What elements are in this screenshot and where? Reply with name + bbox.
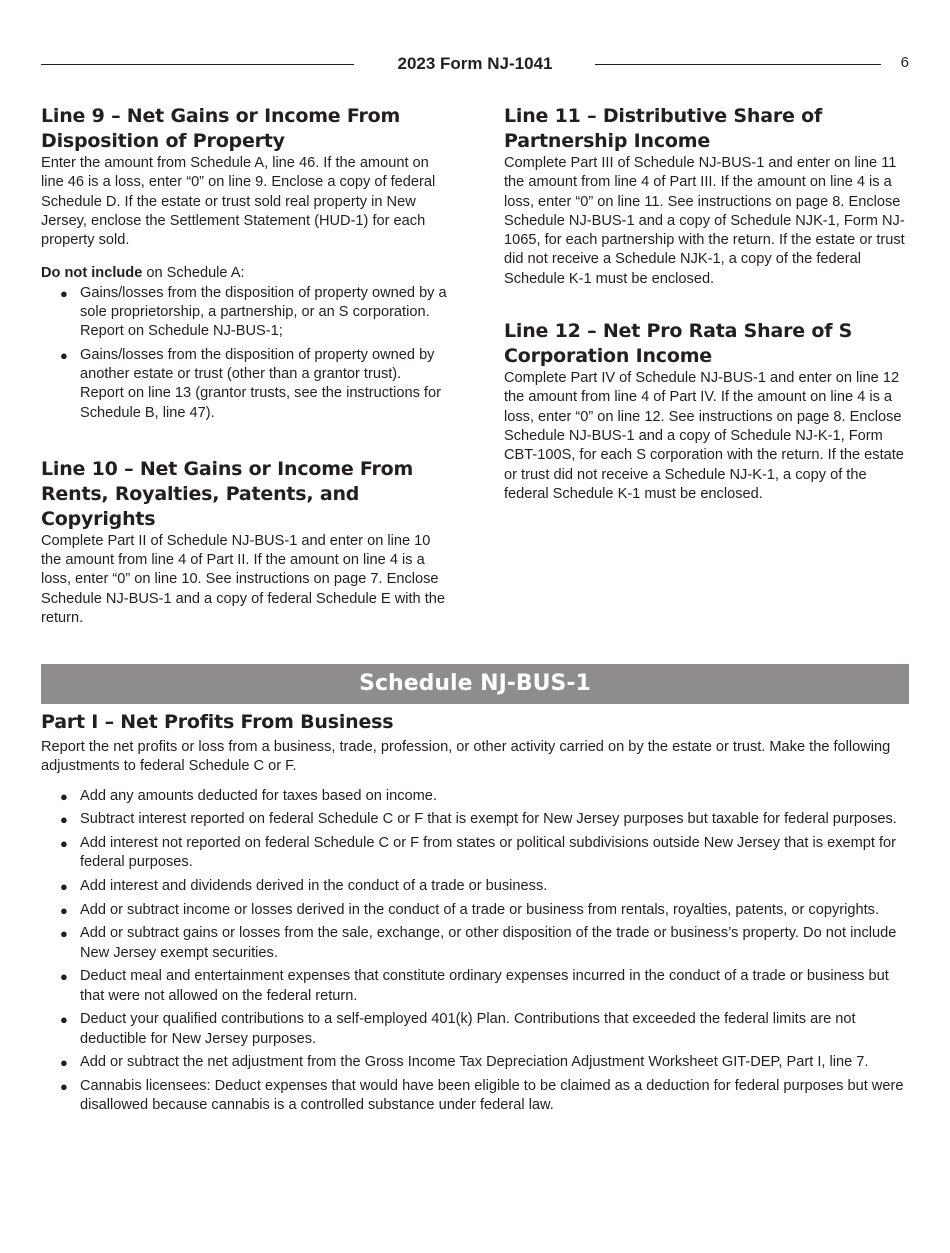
- schedule-banner: Schedule NJ-BUS-1: [41, 664, 909, 704]
- list-item: ● Cannabis licensees: Deduct expenses that would have been eligible to be claimed as a deduction for federal purposes but were disallowed because cannabis is a controlled substance under federal law.: [60, 1077, 904, 1114]
- do-not-include-bold: Do not include: [41, 265, 143, 282]
- line9-do-not-include: [41, 264, 449, 283]
- list-item: ● Add or subtract gains or losses from the sale, exchange, or other disposition of the trade or business’s property. Do not include New Jersey exempt securities.: [60, 925, 897, 961]
- list-item: ● Add interest and dividends derived in the conduct of a trade or business.: [60, 877, 548, 894]
- line10-heading: Line 10 – Net Gains or Income From Rents, Royalties, Patents, and Copyrights: [41, 457, 414, 530]
- page-header: [41, 54, 909, 76]
- line11-heading: Line 11 – Distributive Share of Partnership Income: [504, 105, 823, 152]
- form-title: 2023 Form NJ-1041: [397, 54, 553, 73]
- part1-section: [41, 710, 909, 1120]
- list-item: ● Subtract interest reported on federal Schedule C or F that is exempt for New Jersey purposes but taxable for federal purposes.: [60, 811, 897, 828]
- left-column: [41, 104, 449, 628]
- line12-heading: Line 12 – Net Pro Rata Share of S Corporation Income: [504, 320, 853, 368]
- page-number: 6: [900, 54, 909, 71]
- line9-heading: Line 9 – Net Gains or Income From Disposition of Property: [41, 105, 401, 152]
- header-rule-right: [595, 64, 881, 65]
- list-item: ● Add or subtract the net adjustment from the Gross Income Tax Depreciation Adjustment Worksheet GIT-DEP, Part I, line 7.: [60, 1054, 869, 1071]
- do-not-include-rest: on Schedule A:: [142, 265, 245, 282]
- line12-body: Complete Part IV of Schedule NJ-BUS-1 and enter on line 12 the amount from line 4 of Part IV. If the amount on line 4 is a loss, enter “0” on line 12. See instructions on page 8. Enclose Schedule NJ-BUS-1 and a copy of Schedule NJ-K-1, Form CBT-100S, for each S corporation with the return. If the estate or trust did not receive a Schedule NJ-K-1, a copy of the federal Schedule K-1 must be enclosed.: [504, 370, 904, 502]
- line9-bullet-list: [41, 284, 449, 423]
- line11-body: Complete Part III of Schedule NJ-BUS-1 and enter on line 11 the amount from line 4 of Part III. If the amount on line 4 is a loss, enter “0” on line 11. See instructions on page 8. Enclose Schedule NJ-BUS-1 and a copy of Schedule NJK-1, Form NJ-1065, for each partnership with the return. If the estate or trust did not receive a Schedule NJK-1, a copy of the federal Schedule K-1 must be enclosed.: [504, 155, 905, 287]
- line10-body: Complete Part II of Schedule NJ-BUS-1 and enter on line 10 the amount from line 4 of Part II. If the amount on line 4 is a loss, enter “0” on line 10. See instructions on page 7. Enclose Schedule NJ-BUS-1 and a copy of federal Schedule E with the return.: [41, 532, 445, 627]
- right-column: [504, 104, 912, 504]
- part1-intro: Report the net profits or loss from a business, trade, profession, or other activity carried on by the estate or trust. Make the following adjustments to federal Schedule C or F.: [41, 739, 891, 775]
- list-item: ● Gains/losses from the disposition of property owned by another estate or trust (other than a grantor trust). Report on line 13 (grantor trusts, see the instructions for Schedule B, line 47).: [60, 346, 441, 421]
- list-item: ● Deduct your qualified contributions to a self-employed 401(k) Plan. Contributions that exceeded the federal limits are not deductible for New Jersey purposes.: [60, 1011, 856, 1047]
- part1-heading: Part I – Net Profits From Business: [41, 711, 394, 733]
- line9-body: Enter the amount from Schedule A, line 46. If the amount on line 46 is a loss, enter “0” on line 9. Enclose a copy of federal Schedule D. If the estate or trust sold real property in New Jersey, enclose the Settlement Statement (HUD-1) for each property sold.: [41, 155, 436, 249]
- list-item: ● Add any amounts deducted for taxes based on income.: [60, 787, 437, 804]
- list-item: ● Gains/losses from the disposition of property owned by a sole proprietorship, a partnership, or an S corporation. Report on Schedule NJ-BUS-1;: [60, 284, 447, 340]
- part1-bullet-list: [41, 787, 909, 1116]
- list-item: ● Add or subtract income or losses derived in the conduct of a trade or business from rentals, royalties, patents, or copyrights.: [60, 901, 879, 918]
- list-item: ● Add interest not reported on federal Schedule C or F from states or political subdivisions outside New Jersey that is exempt for federal purposes.: [60, 834, 897, 871]
- list-item: ● Deduct meal and entertainment expenses that constitute ordinary expenses incurred in the conduct of a trade or business but that were not allowed on the federal return.: [60, 968, 889, 1004]
